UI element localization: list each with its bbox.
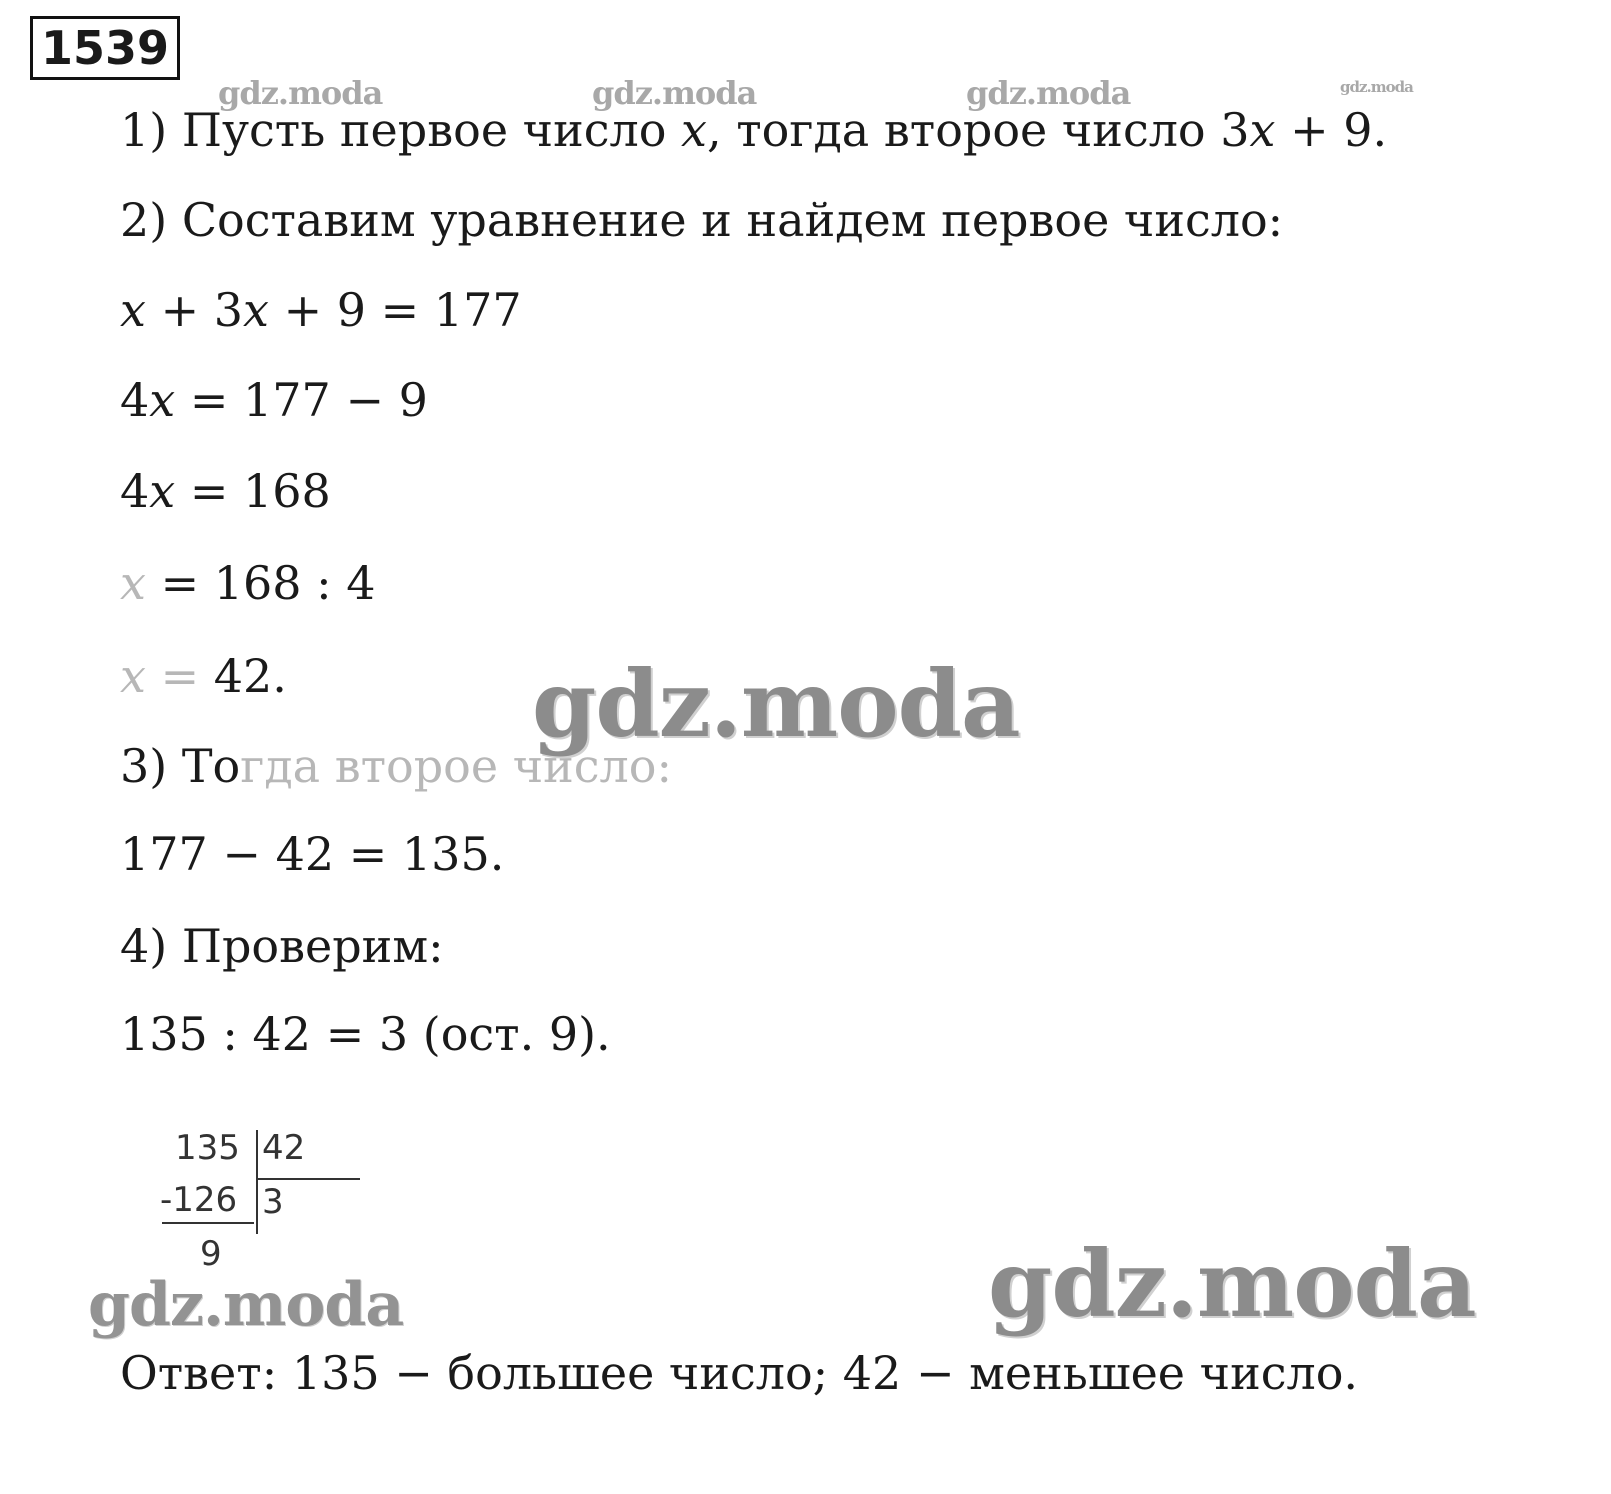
ld-remainder: 9 [200,1234,222,1274]
ld-divisor: 42 [262,1128,306,1168]
equation-line-6 [120,826,504,882]
check-line [120,1006,611,1062]
equation-line-3 [120,463,331,519]
ld-quotient: 3 [262,1182,284,1222]
math-variable: x [1249,103,1276,157]
long-division [160,1128,380,1274]
text-segment: 135 : 42 = 3 (ост. 9). [120,1007,611,1061]
equation-line-2 [120,372,428,428]
text-segment: 177 − 42 = 135. [120,827,505,881]
math-variable: x [120,649,146,703]
equation-line-5 [120,648,287,704]
text-segment: = 168 [175,464,331,518]
text-segment: + 3 [145,283,244,337]
watermark: gdz.moda [218,74,383,112]
watermark: gdz.moda [88,1270,404,1340]
math-variable: x [243,283,269,337]
watermark: gdz.moda [966,74,1131,112]
math-variable: x [120,283,146,337]
text-segment: = 177 − 9 [175,373,428,427]
watermark: gdz.moda [592,74,757,112]
text-segment: + 9 = 177 [268,283,522,337]
text-segment: 1) Пусть первое число [120,103,682,157]
solution-line-2 [120,192,1283,248]
answer-line [120,1345,1358,1401]
equation-line-4 [120,555,376,611]
text-segment: 4 [120,464,150,518]
ld-subtrahend: -126 [160,1180,238,1220]
math-variable: x [120,556,146,610]
watermark: gdz.moda [1340,78,1413,96]
solution-line-4 [120,918,444,974]
equation-line-1 [120,282,522,338]
text-segment: 3) То [120,739,241,793]
ld-dividend: 135 [175,1128,240,1168]
ld-underline [162,1222,254,1224]
text-segment: Ответ: 135 − большее число; 42 − меньшее число. [120,1346,1359,1400]
text-segment: 4 [120,373,150,427]
task-number-box: 1539 [30,16,180,80]
math-variable: x [149,464,176,518]
ld-vertical-bar [256,1130,258,1234]
text-segment: , тогда второе число 3 [706,103,1250,157]
text-segment: 2) Составим уравнение и найдем первое число: [120,193,1284,247]
text-segment: 4) Проверим: [120,919,444,973]
text-segment: + 9. [1275,103,1388,157]
math-variable: x [681,103,707,157]
math-variable: x [149,373,176,427]
ld-divisor-bar [258,1178,360,1180]
text-segment: гда второе число: [240,739,672,793]
watermark: gdz.moda [988,1230,1476,1338]
text-segment: = [145,649,214,703]
solution-line-1 [120,102,1387,158]
text-segment: = 168 : 4 [145,556,376,610]
text-segment: 42. [213,649,287,703]
watermark: gdz.moda [532,650,1020,758]
